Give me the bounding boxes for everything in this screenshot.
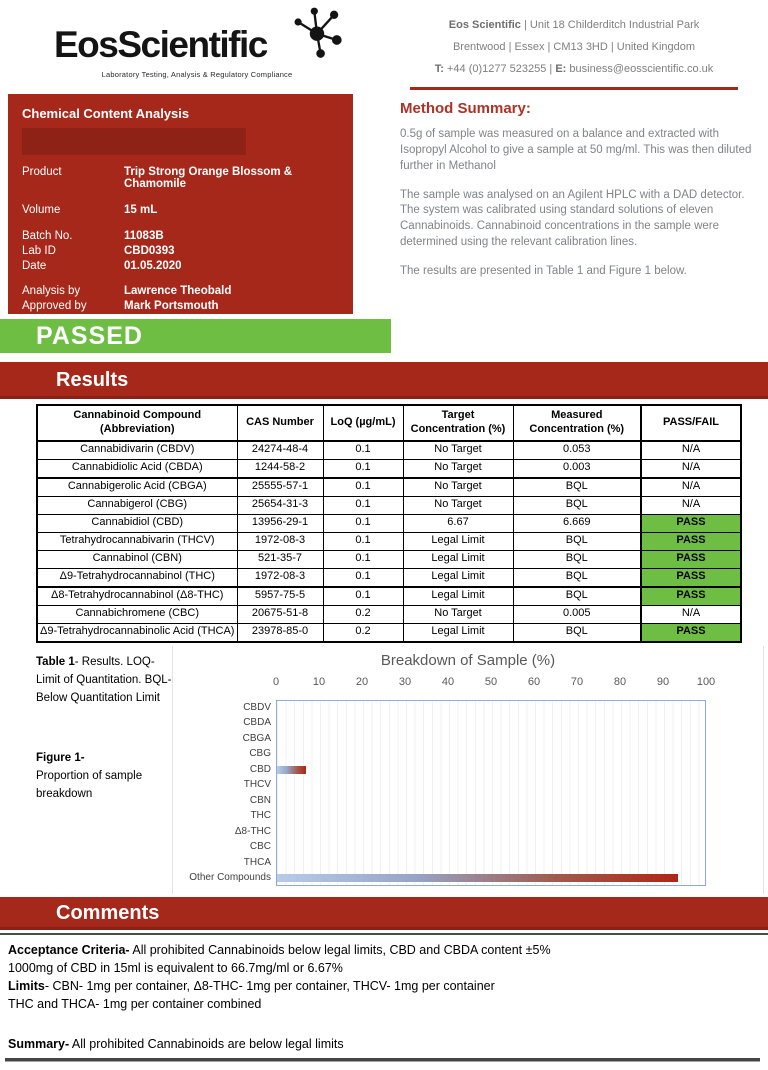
loq-cell: 0.1 (323, 496, 403, 514)
info-row-analysis-by: Analysis by Lawrence Theobald (22, 285, 232, 297)
figure-1-note: Figure 1- Proportion of sample breakdown (36, 752, 143, 800)
x-axis-tick-label: 90 (656, 676, 670, 688)
method-paragraph-1: 0.5g of sample was measured on a balance and extracted with Isopropyl Alcohol to give a sample at 50 mg/ml. This was then diluted further in Methanol (400, 128, 752, 172)
cas-cell: 1972-08-3 (237, 532, 323, 550)
results-table (36, 404, 742, 643)
contact-address-line1: Eos Scientific | Unit 18 Childerditch Industrial Park (448, 19, 700, 31)
page-bottom-divider (5, 1058, 760, 1062)
breakdown-bar-chart (172, 646, 764, 894)
compound-cell: Δ9-Tetrahydrocannabinolic Acid (THCA) (37, 623, 237, 642)
loq-cell: 0.1 (323, 478, 403, 497)
x-axis-tick-label: 60 (527, 676, 541, 688)
status-banner: PASSED (0, 319, 391, 353)
sample-info-panel (8, 94, 353, 314)
target-cell: No Target (403, 441, 513, 460)
category-label: THC (250, 810, 271, 822)
method-summary (400, 100, 762, 293)
company-logo (52, 6, 347, 92)
loq-cell: 0.1 (323, 587, 403, 606)
compound-cell: Cannabigerolic Acid (CBGA) (37, 478, 237, 497)
contact-block (388, 14, 760, 90)
table-row (37, 478, 741, 497)
measured-cell: BQL (513, 568, 641, 587)
compound-cell: Δ8-Tetrahydrocannabinol (Δ8-THC) (37, 587, 237, 606)
header-measured: Measured Concentration (%) (513, 405, 641, 441)
info-row-batch: Batch No. 11083B (22, 230, 164, 242)
measured-cell: 6.669 (513, 514, 641, 532)
cas-cell: 20675-51-8 (237, 605, 323, 623)
cas-cell: 13956-29-1 (237, 514, 323, 532)
logo-tagline: Laboratory Testing, Analysis & Regulatory Compliance (101, 70, 293, 79)
x-axis-tick-label: 100 (696, 676, 716, 688)
result-cell: N/A (641, 478, 741, 497)
target-cell: Legal Limit (403, 550, 513, 568)
x-axis-tick-label: 40 (441, 676, 455, 688)
table-row (37, 587, 741, 606)
cas-cell: 1972-08-3 (237, 568, 323, 587)
info-row-approved-by: Approved by Mark Portsmouth (22, 300, 219, 312)
loq-cell: 0.1 (323, 550, 403, 568)
panel-title: Chemical Content Analysis (22, 106, 190, 121)
table-row (37, 568, 741, 587)
target-cell: Legal Limit (403, 623, 513, 642)
email-value: business@eosscientific.co.uk (566, 63, 714, 75)
compound-cell: Δ9-Tetrahydrocannabinol (THC) (37, 568, 237, 587)
measured-cell: BQL (513, 496, 641, 514)
target-cell: Legal Limit (403, 568, 513, 587)
cas-cell: 24274-48-4 (237, 441, 323, 460)
table-row (37, 459, 741, 478)
measured-cell: 0.003 (513, 459, 641, 478)
x-axis-tick-label: 10 (312, 676, 326, 688)
result-cell: PASS (641, 532, 741, 550)
results-table-body (37, 441, 741, 642)
loq-cell: 0.2 (323, 623, 403, 642)
header-loq: LoQ (µg/mL) (323, 405, 403, 441)
cas-cell: 1244-58-2 (237, 459, 323, 478)
header-target: Target Concentration (%) (403, 405, 513, 441)
table-row (37, 532, 741, 550)
method-summary-heading: Method Summary: (400, 100, 531, 117)
cas-cell: 25555-57-1 (237, 478, 323, 497)
data-bar (277, 766, 306, 774)
x-axis-tick-label: 20 (355, 676, 369, 688)
results-section-header: Results (0, 362, 768, 399)
category-label: CBD (249, 763, 271, 775)
comments-divider (0, 933, 768, 935)
contact-divider (410, 87, 738, 90)
x-axis-tick-label: 0 (272, 676, 280, 688)
loq-cell: 0.2 (323, 605, 403, 623)
contact-phone-email (388, 58, 760, 80)
table-row (37, 514, 741, 532)
compound-cell: Cannabigerol (CBG) (37, 496, 237, 514)
compound-cell: Cannabinol (CBN) (37, 550, 237, 568)
method-paragraph-3: The results are presented in Table 1 and Figure 1 below. (400, 265, 687, 278)
category-label: Δ8-THC (234, 825, 271, 837)
chart-title: Breakdown of Sample (%) (380, 652, 556, 669)
comments-line: Acceptance Criteria- All prohibited Cannabinoids below legal limits, CBD and CBDA content ±5% (8, 943, 551, 957)
molecule-icon (290, 4, 344, 63)
header-cas: CAS Number (237, 405, 323, 441)
measured-cell: BQL (513, 587, 641, 606)
loq-cell: 0.1 (323, 532, 403, 550)
result-cell: PASS (641, 623, 741, 642)
logo-wordmark: EosScientific (54, 24, 267, 65)
cas-cell: 25654-31-3 (237, 496, 323, 514)
category-label: Other Compounds (189, 872, 271, 884)
measured-cell: 0.053 (513, 441, 641, 460)
compound-cell: Tetrahydrocannabivarin (THCV) (37, 532, 237, 550)
target-cell: 6.67 (403, 514, 513, 532)
comments-section-header: Comments (0, 897, 768, 930)
category-label: CBDA (243, 717, 271, 729)
category-label: CBG (249, 748, 271, 760)
target-cell: Legal Limit (403, 587, 513, 606)
category-label: CBGA (242, 732, 271, 744)
target-cell: Legal Limit (403, 532, 513, 550)
comments-line: 1000mg of CBD in 15ml is equivalent to 66.7mg/ml or 6.67% (8, 961, 343, 976)
comments-lines (8, 941, 760, 1014)
redacted-area (22, 128, 246, 155)
result-cell: PASS (641, 587, 741, 606)
info-row-product: Product Trip Strong Orange Blossom & Chamomile (22, 166, 293, 190)
info-row-date: Date 01.05.2020 (22, 260, 182, 272)
loq-cell: 0.1 (323, 459, 403, 478)
result-cell: PASS (641, 568, 741, 587)
phone-value: +44 (0)1277 523255 | (443, 63, 556, 75)
measured-cell: 0.005 (513, 605, 641, 623)
info-row-labid: Lab ID CBD0393 (22, 245, 175, 257)
result-cell: N/A (641, 496, 741, 514)
target-cell: No Target (403, 496, 513, 514)
chart-plot-area (276, 700, 706, 886)
category-label: CBDV (243, 701, 271, 713)
table-row (37, 605, 741, 623)
header-compound: Cannabinoid Compound (Abbreviation) (37, 405, 237, 441)
data-bar (277, 874, 678, 882)
email-label: E: (555, 63, 567, 75)
compound-cell: Cannabichromene (CBC) (37, 605, 237, 623)
result-cell: N/A (641, 605, 741, 623)
header-passfail: PASS/FAIL (641, 405, 741, 441)
compound-cell: Cannabidiolic Acid (CBDA) (37, 459, 237, 478)
category-label: CBN (249, 794, 271, 806)
measured-cell: BQL (513, 550, 641, 568)
cas-cell: 521-35-7 (237, 550, 323, 568)
result-cell: PASS (641, 514, 741, 532)
category-label: CBC (249, 841, 271, 853)
target-cell: No Target (403, 605, 513, 623)
compound-cell: Cannabidivarin (CBDV) (37, 441, 237, 460)
table-row (37, 550, 741, 568)
x-axis-tick-label: 50 (484, 676, 498, 688)
table-row (37, 623, 741, 642)
cas-cell: 23978-85-0 (237, 623, 323, 642)
result-cell: N/A (641, 459, 741, 478)
loq-cell: 0.1 (323, 514, 403, 532)
phone-label: T: (434, 63, 444, 75)
cas-cell: 5957-75-5 (237, 587, 323, 606)
summary-line: Summary- All prohibited Cannabinoids are below legal limits (8, 1037, 344, 1051)
target-cell: No Target (403, 478, 513, 497)
info-row-volume: Volume 15 mL (22, 204, 158, 216)
method-paragraph-2: The sample was analysed on an Agilent HPLC with a DAD detector. The system was calibrated using standard solutions of eleven Cannabinoids. Cannabinoid concentrations in the sample were determined using the relevant calibration lines. (400, 188, 745, 249)
table-row (37, 496, 741, 514)
table-1-note: Table 1- Results. LOQ- Limit of Quantitation. BQL- Below Quantitation Limit (36, 656, 172, 704)
comments-line: Limits- CBN- 1mg per container, Δ8-THC- 1mg per container, THCV- 1mg per container (8, 979, 495, 994)
table-row (37, 441, 741, 460)
comments-line: THC and THCA- 1mg per container combined (8, 997, 262, 1012)
loq-cell: 0.1 (323, 568, 403, 587)
sample-info-rows (22, 166, 343, 312)
table-header-row (37, 405, 741, 441)
result-cell: PASS (641, 550, 741, 568)
contact-address-line2: Brentwood | Essex | CM13 3HD | United Kingdom (452, 41, 696, 53)
category-label: THCV (243, 779, 271, 791)
target-cell: No Target (403, 459, 513, 478)
compound-cell: Cannabidiol (CBD) (37, 514, 237, 532)
measured-cell: BQL (513, 478, 641, 497)
measured-cell: BQL (513, 623, 641, 642)
category-label: THCA (243, 856, 271, 868)
x-axis-tick-label: 80 (613, 676, 627, 688)
measured-cell: BQL (513, 532, 641, 550)
result-cell: N/A (641, 441, 741, 460)
x-axis-tick-label: 30 (398, 676, 412, 688)
x-axis-tick-label: 70 (570, 676, 584, 688)
loq-cell: 0.1 (323, 441, 403, 460)
